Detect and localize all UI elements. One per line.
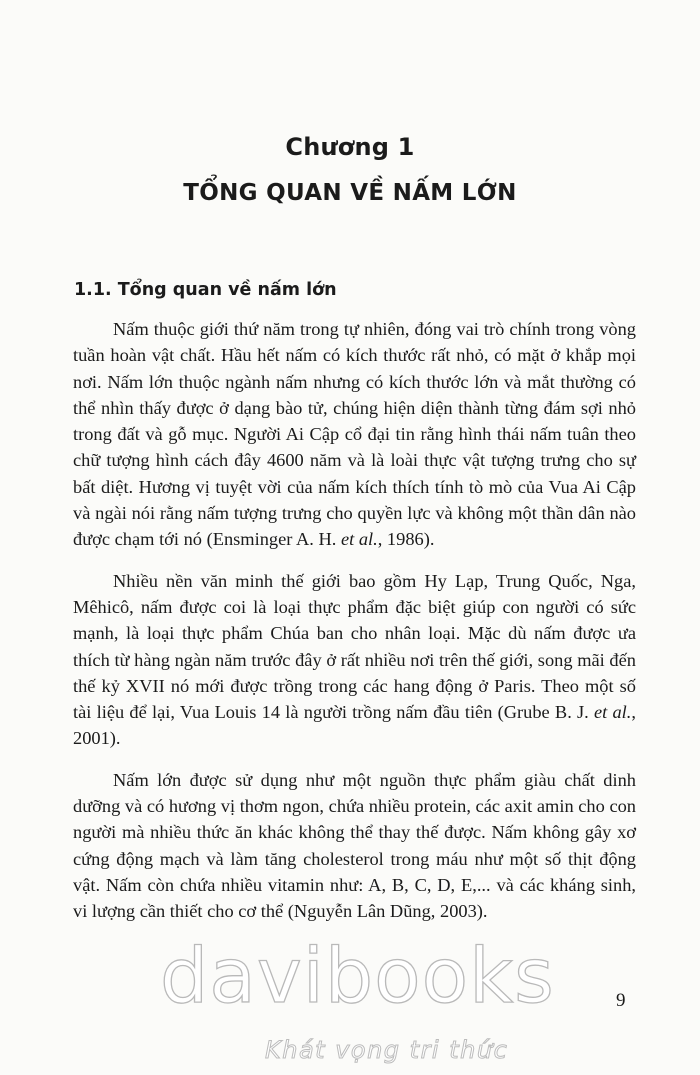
- body-text: [73, 316, 636, 940]
- watermark-tagline: Khát vọng tri thức: [265, 1036, 509, 1064]
- section-heading: 1.1. Tổng quan về nấm lớn: [74, 280, 337, 300]
- chapter-title: TỔNG QUAN VỀ NẤM LỚN: [183, 180, 517, 206]
- page-number: 9: [616, 990, 626, 1011]
- paragraph-3: Nấm lớn được sử dụng như một nguồn thực phẩm giàu chất dinh dưỡng và có hương vị thơm ngon, chứa nhiều protein, các axit amin cho con người mà nhiều thức ăn khác không thể thay thế được. Nấm không gây xơ cứng động mạch và làm tăng cholesterol trong máu như một số thịt động vật. Nấm còn chứa nhiều vitamin như: A, B, C, D, E,... và các kháng sinh, vi lượng cần thiết cho cơ thể (Nguyễn Lân Dũng, 2003).: [73, 769, 636, 922]
- chapter-label: Chương 1: [285, 133, 415, 161]
- paragraph-1: Nấm thuộc giới thứ năm trong tự nhiên, đóng vai trò chính trong vòng tuần hoàn vật chất. Hầu hết nấm có kích thước rất nhỏ, có mặt ở khắp mọi nơi. Nấm lớn thuộc ngành nấm nhưng có kích thước lớn và mắt thường có thể nhìn thấy được ở dạng bào tử, chúng hiện diện thành từng đám sợi nhỏ trong đất và gỗ mục. Người Ai Cập cổ đại tin rằng hình thái nấm tuân theo chữ tượng hình cách đây 4600 năm và là loài thực vật tượng trưng cho sự bất diệt. Hương vị tuyệt vời của nấm kích thích tính tò mò của Vua Ai Cập và ngài nói rằng nấm tượng trưng cho quyền lực và không một thần dân nào được chạm tới nó (Ensminger A. H. et al., 1986).: [73, 319, 636, 550]
- watermark-brand: davibooks: [160, 931, 555, 1020]
- paragraph-2: Nhiều nền văn minh thế giới bao gồm Hy Lạp, Trung Quốc, Nga, Mêhicô, nấm được coi là loại thực phẩm đặc biệt giúp con người có sức mạnh, là loại thực phẩm Chúa ban cho nhân loại. Mặc dù nấm được ưa thích từ hàng ngàn năm trước đây ở rất nhiều nơi trên thế giới, song mãi đến thế kỷ XVII nó mới được trồng trong các hang động ở Paris. Theo một số tài liệu để lại, Vua Louis 14 là người trồng nấm đầu tiên (Grube B. J. et al., 2001).: [73, 570, 636, 749]
